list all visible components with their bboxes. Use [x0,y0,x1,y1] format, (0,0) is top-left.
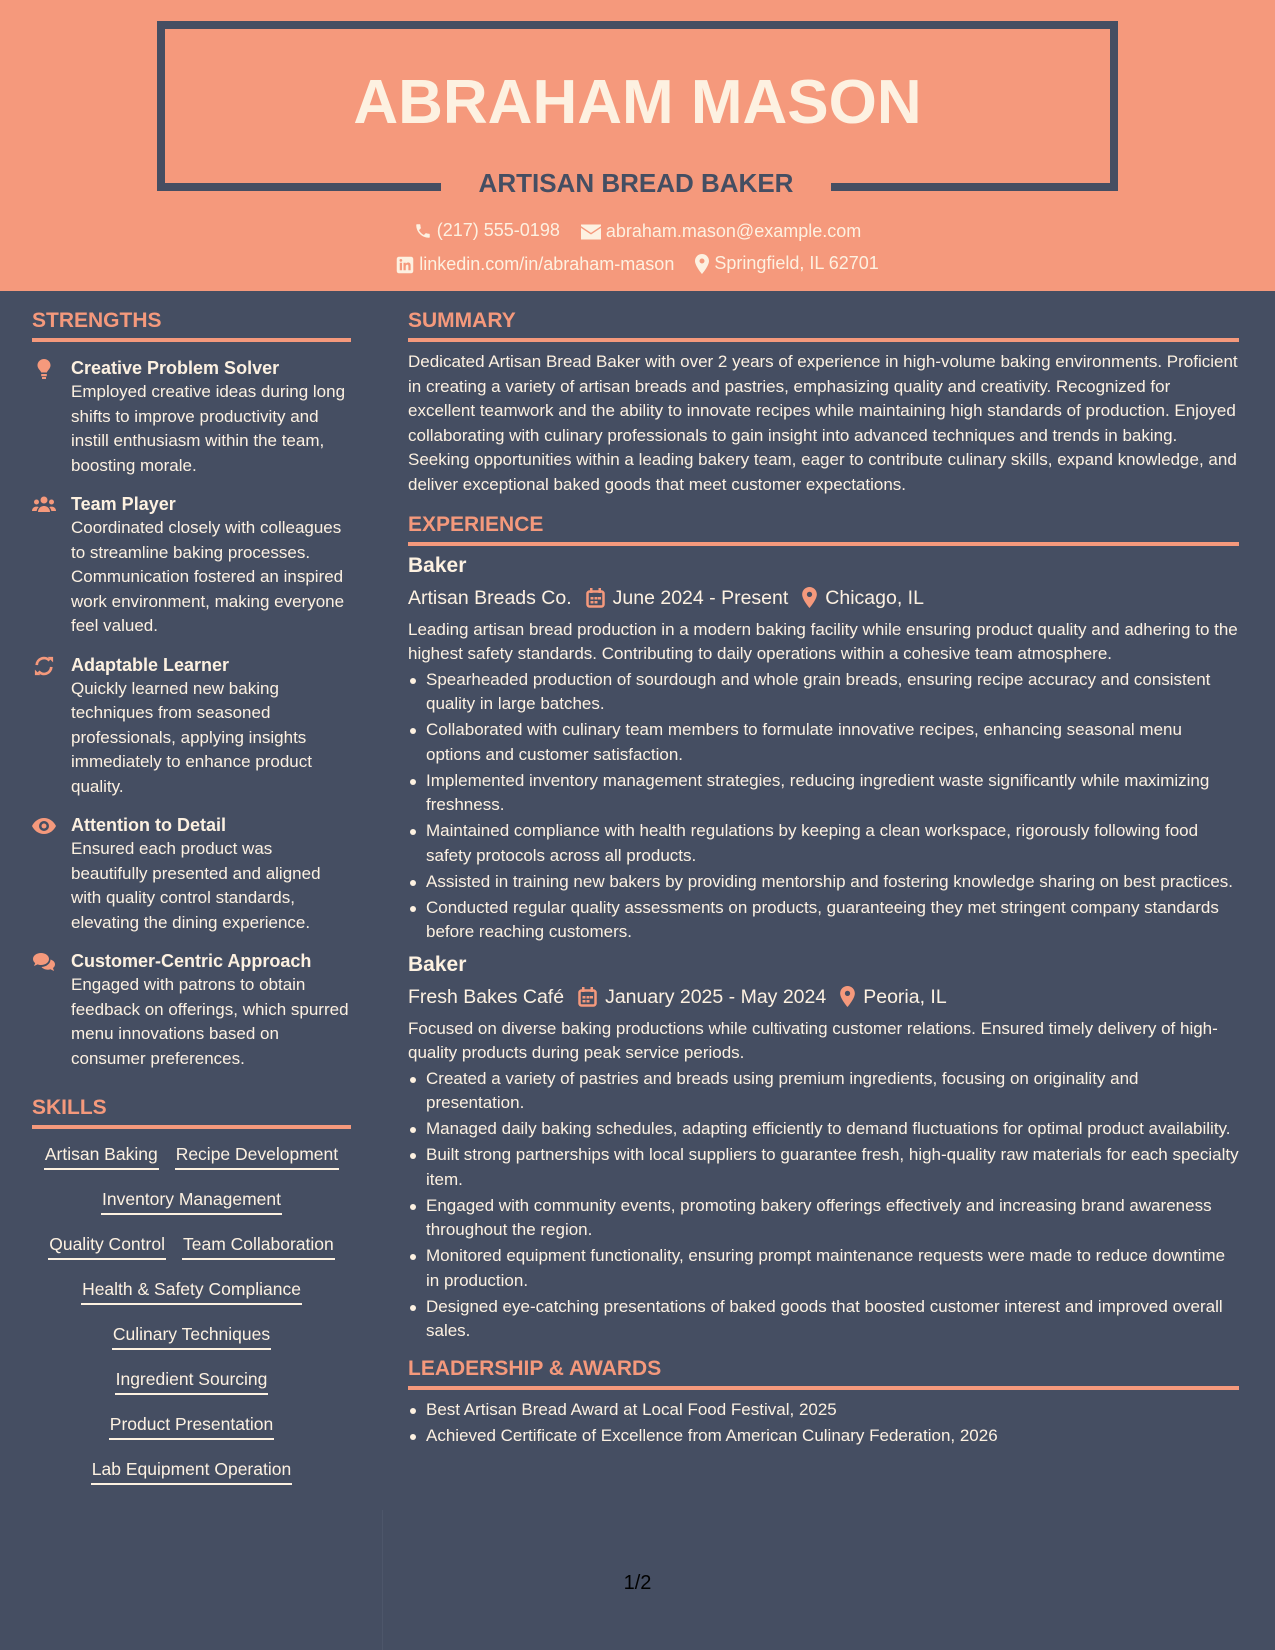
section-rule [408,338,1239,342]
location-text: Springfield, IL 62701 [714,253,879,273]
section-rule [408,1386,1239,1390]
page-number: 1/2 [623,1572,652,1594]
job-title: Baker [408,952,467,976]
strength-title: Team Player [71,494,176,514]
skill-tag: Artisan Baking [44,1143,159,1170]
map-marker-icon [695,254,709,274]
candidate-name: ABRAHAM MASON [353,68,922,137]
list-item: Assisted in training new bakers by providing mentorship and fostering knowledge sharing on best practices. [408,870,1239,895]
job-bullets [408,1067,1239,1344]
job-entry [408,552,1239,945]
list-item: Engaged with community events, promoting bakery offerings effectively and increasing brand awareness throughout the region. [408,1194,1239,1243]
strength-title: Attention to Detail [71,815,226,835]
section-rule [32,1125,351,1129]
summary-heading: SUMMARY [408,309,516,332]
eye-icon [32,816,56,836]
job-location: Chicago, IL [825,586,924,609]
awards-list [408,1398,1239,1449]
skill-tag: Recipe Development [175,1143,339,1170]
users-icon [32,495,56,515]
email-contact[interactable] [581,221,861,242]
list-item: Maintained compliance with health regulations by keeping a clean workspace, rigorously following food safety protocols across all products. [408,819,1239,868]
list-item: Implemented inventory management strategies, reducing ingredient waste significantly while maximizing freshness. [408,769,1239,818]
location-contact [695,253,878,274]
job-role: ARTISAN BREAD BAKER [478,168,794,198]
skill-tag: Inventory Management [101,1188,282,1215]
phone-text: (217) 555-0198 [436,220,560,240]
left-column [32,306,351,1503]
skill-tag: Lab Equipment Operation [91,1458,292,1485]
strength-desc: Ensured each product was beautifully presented and aligned with quality control standards, elevating the dining experience. [71,839,321,932]
list-item: Spearheaded production of sourdough and whole grain breads, ensuring recipe accuracy and consistent quality in large batches. [408,668,1239,717]
strength-title: Creative Problem Solver [71,358,280,378]
lightbulb-icon [32,359,56,379]
job-title: Baker [408,553,467,577]
strength-desc: Coordinated closely with colleagues to streamline baking processes. Communication fostered an inspired work environment, making everyone feel valued. [71,518,345,635]
strength-item [32,492,351,639]
strength-desc: Quickly learned new baking techniques from seasoned professionals, applying insights immediately to enhance product quality. [71,678,312,796]
job-company: Artisan Breads Co. [408,586,572,609]
linkedin-contact[interactable] [396,254,674,275]
job-meta [408,983,1239,1011]
list-item: Best Artisan Bread Award at Local Food Festival, 2025 [408,1398,1239,1423]
strength-item [32,356,351,478]
skill-tag: Team Collaboration [182,1233,335,1260]
strength-desc: Employed creative ideas during long shifts to improve productivity and instill enthusiasm within the team, boosting morale. [71,382,346,475]
right-column [408,306,1239,1450]
strength-title: Adaptable Learner [71,654,230,675]
contact-row-1 [0,220,1275,245]
map-marker-icon [840,986,855,1007]
skill-tag: Quality Control [48,1233,166,1260]
linkedin-text: linkedin.com/in/abraham-mason [419,254,675,274]
email-text: abraham.mason@example.com [605,221,862,241]
strength-desc: Engaged with patrons to obtain feedback on offerings, which spurred menu innovations based on consumer preferences. [71,975,349,1068]
list-item: Built strong partnerships with local suppliers to guarantee fresh, high-quality raw materials for each specialty item. [408,1143,1239,1192]
strength-item [32,653,351,800]
section-rule [32,338,351,342]
job-company: Fresh Bakes Café [408,985,565,1008]
name-frame [157,21,1118,191]
phone-contact[interactable] [414,220,560,241]
section-rule [408,542,1239,546]
sync-icon [32,656,56,676]
map-marker-icon [802,587,817,608]
skills-heading: SKILLS [32,1096,107,1119]
contact-row-2 [0,253,1275,279]
strengths-heading: STRENGTHS [32,309,162,332]
strength-item [32,949,351,1071]
job-meta [408,584,1239,612]
calendar-icon [578,987,597,1007]
job-location: Peoria, IL [863,985,947,1008]
list-item: Conducted regular quality assessments on products, guaranteeing they met stringent company standards before reaching customers. [408,896,1239,945]
strength-title: Customer-Centric Approach [71,951,312,971]
phone-icon [414,222,432,240]
linkedin-icon [396,256,414,274]
calendar-icon [586,588,605,608]
list-item: Created a variety of pastries and breads using premium ingredients, focusing on originality and presentation. [408,1067,1239,1116]
skill-tag: Culinary Techniques [112,1323,271,1350]
skill-tag: Product Presentation [109,1413,274,1440]
skill-tag: Ingredient Sourcing [115,1368,269,1395]
job-entry [408,951,1239,1344]
awards-heading: LEADERSHIP & AWARDS [408,1356,662,1380]
job-bullets [408,668,1239,945]
list-item: Collaborated with culinary team members to formulate innovative recipes, enhancing seasonal menu options and customer satisfaction. [408,718,1239,767]
list-item: Achieved Certificate of Excellence from American Culinary Federation, 2026 [408,1424,1239,1449]
list-item: Monitored equipment functionality, ensuring prompt maintenance requests were made to reduce downtime in production. [408,1244,1239,1293]
comments-icon [32,952,56,972]
skill-tag: Health & Safety Compliance [81,1278,302,1305]
list-item: Designed eye-catching presentations of baked goods that boosted customer interest and improved overall sales. [408,1295,1239,1344]
job-description: Leading artisan bread production in a modern baking facility while ensuring product quality and adhering to the highest safety standards. Contributing to daily operations within a cohesive team atmosphere. [408,619,1238,663]
summary-text: Dedicated Artisan Bread Baker with over 2 years of experience in high-volume baking environments. Proficient in creating a variety of artisan breads and pastries, emphasizing quality and creativity. Recognized for excellent teamwork and the ability to innovate recipes while maintaining high standards of production. Enjoyed collaborating with culinary professionals to gain insight into advanced techniques and trends in baking. Seeking opportunities within a leading bakery team, eager to contribute culinary skills, expand knowledge, and deliver exceptional baked goods that meet customer expectations. [408,352,1238,494]
header [0,0,1275,291]
job-description: Focused on diverse baking productions while cultivating customer relations. Ensured timely delivery of high-quality products during peak service periods. [408,1018,1218,1062]
strength-item [32,813,351,935]
list-item: Managed daily baking schedules, adapting efficiently to demand fluctuations for optimal product availability. [408,1117,1239,1142]
skills-list [32,1143,351,1503]
experience-heading: EXPERIENCE [408,512,544,536]
job-dates: January 2025 - May 2024 [605,985,827,1008]
envelope-icon [581,224,601,240]
job-dates: June 2024 - Present [612,586,789,609]
